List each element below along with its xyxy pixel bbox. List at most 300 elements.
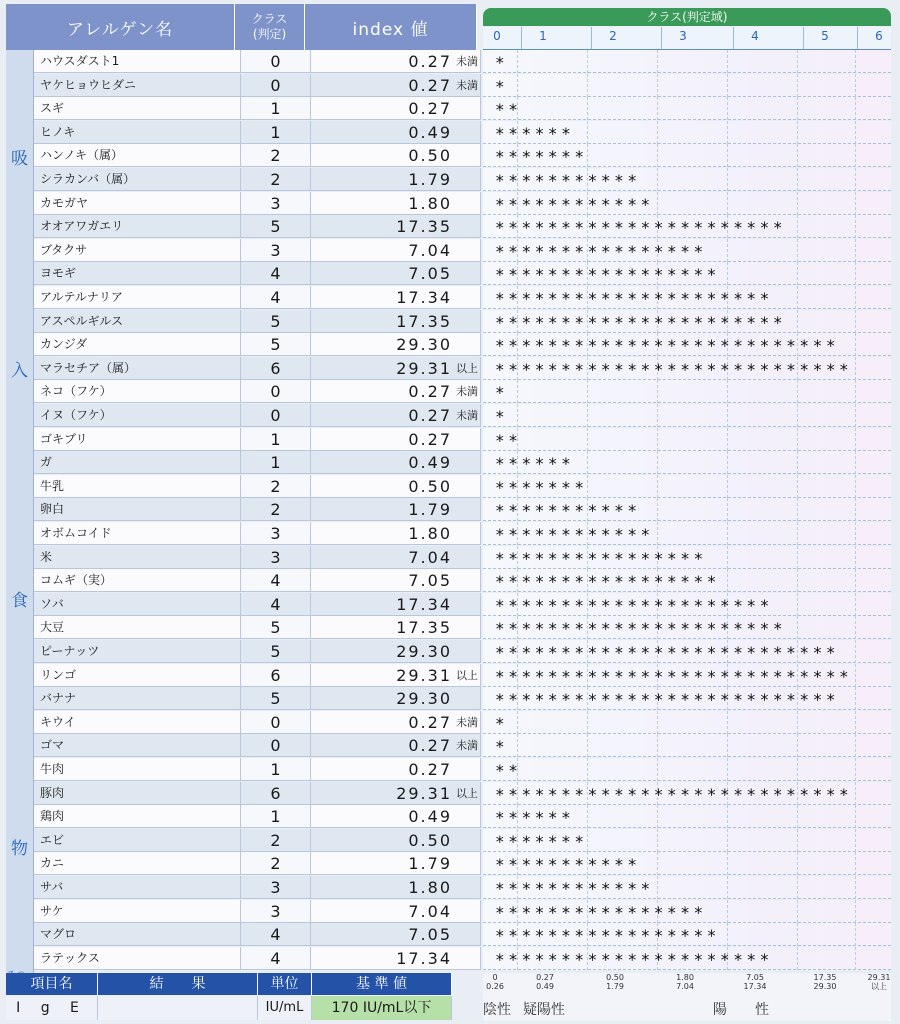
grid-divider bbox=[855, 852, 857, 875]
star-bar: ************************** bbox=[495, 690, 840, 710]
star-bar: ************************** bbox=[495, 643, 840, 662]
allergen-name: サケ bbox=[34, 900, 241, 923]
grid-divider bbox=[587, 711, 589, 734]
allergen-index bbox=[311, 357, 481, 380]
class-legend bbox=[483, 973, 891, 1021]
grid-divider bbox=[855, 522, 857, 545]
table-row bbox=[6, 192, 891, 215]
grid-divider bbox=[727, 711, 729, 734]
grid-divider bbox=[587, 805, 589, 828]
grid-divider bbox=[587, 451, 589, 474]
table-row bbox=[6, 923, 891, 946]
grid-divider bbox=[657, 380, 659, 403]
grid-divider bbox=[855, 782, 857, 805]
allergen-index-value: 0.27 bbox=[408, 736, 452, 756]
allergen-class: 5 bbox=[241, 616, 311, 639]
allergen-index-value: 7.05 bbox=[408, 571, 452, 591]
allergen-index bbox=[311, 404, 481, 427]
grid-divider bbox=[855, 121, 857, 144]
grid-divider bbox=[797, 215, 799, 238]
header-class-label: クラス bbox=[251, 12, 288, 26]
allergen-name: ソバ bbox=[34, 593, 241, 616]
allergen-index bbox=[311, 262, 481, 285]
grid-divider bbox=[855, 593, 857, 616]
allergen-index-value: 29.30 bbox=[396, 689, 452, 709]
star-bar: ************ bbox=[495, 194, 654, 214]
allergen-class-bar bbox=[483, 404, 891, 427]
allergen-index-suffix: 未満 bbox=[456, 385, 478, 399]
table-row bbox=[6, 97, 891, 120]
grid-divider bbox=[727, 144, 729, 167]
class-scale-6: 6 bbox=[875, 29, 883, 43]
allergen-class: 0 bbox=[241, 404, 311, 427]
allergen-class: 5 bbox=[241, 310, 311, 333]
allergen-index bbox=[311, 215, 481, 238]
header-allergen bbox=[6, 4, 235, 50]
star-bar: * bbox=[495, 383, 509, 403]
allergen-class-bar bbox=[483, 900, 891, 923]
star-bar: ********************* bbox=[495, 949, 773, 969]
allergen-index bbox=[311, 805, 481, 828]
grid-divider bbox=[797, 310, 799, 333]
star-bar: *********** bbox=[495, 501, 641, 521]
allergen-class-bar bbox=[483, 286, 891, 309]
class-scale-divider bbox=[803, 27, 804, 49]
grid-divider bbox=[797, 428, 799, 451]
allergen-class-bar bbox=[483, 758, 891, 781]
star-bar: *************************** bbox=[495, 359, 853, 379]
grid-divider bbox=[797, 569, 799, 592]
table-row bbox=[6, 451, 891, 474]
grid-divider bbox=[587, 428, 589, 451]
grid-divider bbox=[587, 758, 589, 781]
grid-divider bbox=[587, 380, 589, 403]
legend-tick-bottom: 7.04 bbox=[676, 982, 694, 991]
allergen-index-value: 1.79 bbox=[408, 170, 452, 189]
allergen-name: マグロ bbox=[34, 923, 241, 946]
allergen-index-value: 29.30 bbox=[396, 335, 452, 355]
grid-divider bbox=[727, 498, 729, 521]
grid-divider bbox=[855, 74, 857, 97]
grid-divider bbox=[727, 569, 729, 592]
grid-divider bbox=[587, 121, 589, 144]
grid-divider bbox=[855, 569, 857, 592]
grid-divider bbox=[797, 380, 799, 403]
grid-divider bbox=[727, 121, 729, 144]
group-label-char: 物 bbox=[11, 838, 28, 859]
grid-divider bbox=[587, 50, 589, 73]
allergen-class: 6 bbox=[241, 782, 311, 805]
class-scale-5: 5 bbox=[821, 29, 829, 43]
grid-divider bbox=[855, 640, 857, 663]
table-row bbox=[6, 404, 891, 427]
table-row bbox=[6, 215, 891, 238]
grid-divider bbox=[797, 616, 799, 639]
grid-divider bbox=[727, 239, 729, 262]
allergen-index-suffix: 未満 bbox=[456, 55, 478, 68]
group-label-char: 食 bbox=[11, 591, 28, 612]
allergen-class-bar bbox=[483, 711, 891, 734]
grid-divider bbox=[855, 144, 857, 167]
allergen-class: 2 bbox=[241, 168, 311, 191]
allergen-index-value: 7.04 bbox=[408, 901, 452, 921]
star-bar: ********************** bbox=[495, 312, 787, 332]
allergen-index bbox=[311, 50, 481, 73]
allergen-class-bar bbox=[483, 74, 891, 97]
allergen-name: エビ bbox=[34, 829, 241, 852]
grid-divider bbox=[797, 852, 799, 875]
allergen-class: 1 bbox=[241, 758, 311, 781]
allergen-index bbox=[311, 593, 481, 616]
grid-divider bbox=[855, 616, 857, 639]
grid-divider bbox=[797, 168, 799, 191]
allergen-class: 4 bbox=[241, 286, 311, 309]
allergen-index-value: 0.27 bbox=[408, 406, 452, 425]
grid-divider bbox=[727, 262, 729, 285]
grid-divider bbox=[855, 97, 857, 120]
allergen-class: 4 bbox=[241, 262, 311, 285]
allergen-class: 4 bbox=[241, 593, 311, 616]
header-class bbox=[235, 4, 305, 50]
allergen-index-suffix: 未満 bbox=[456, 739, 478, 753]
ige-footer bbox=[6, 973, 891, 1021]
grid-divider bbox=[727, 168, 729, 191]
star-bar: * bbox=[495, 737, 509, 757]
allergen-class-bar bbox=[483, 50, 891, 73]
star-bar: ******* bbox=[495, 147, 588, 167]
allergen-index-value: 0.27 bbox=[408, 429, 452, 449]
grid-divider bbox=[727, 522, 729, 545]
allergen-index bbox=[311, 758, 481, 781]
grid-divider bbox=[727, 829, 729, 852]
grid-divider bbox=[855, 758, 857, 781]
allergen-name: ブタクサ bbox=[34, 239, 241, 262]
star-bar: ***************** bbox=[495, 926, 720, 946]
grid-divider bbox=[657, 829, 659, 852]
allergen-class-bar bbox=[483, 734, 891, 757]
allergen-index-value: 17.35 bbox=[396, 217, 452, 237]
allergen-class: 1 bbox=[241, 97, 311, 120]
allergen-name: ヨモギ bbox=[34, 262, 241, 285]
allergen-name: オボムコイド bbox=[34, 522, 241, 545]
table-row bbox=[6, 734, 891, 757]
grid-divider bbox=[855, 687, 857, 710]
allergen-class-bar bbox=[483, 428, 891, 451]
allergen-index bbox=[311, 522, 481, 545]
allergen-index-value: 17.35 bbox=[396, 311, 452, 331]
allergen-class: 5 bbox=[241, 687, 311, 710]
allergen-index-value: 0.50 bbox=[408, 830, 452, 850]
grid-divider bbox=[517, 711, 519, 734]
allergen-class-bar bbox=[483, 829, 891, 852]
grid-divider bbox=[657, 498, 659, 521]
grid-divider bbox=[797, 734, 799, 757]
grid-divider bbox=[855, 876, 857, 899]
grid-divider bbox=[727, 380, 729, 403]
allergen-index bbox=[311, 687, 481, 710]
allergen-class-bar bbox=[483, 947, 891, 970]
grid-divider bbox=[797, 239, 799, 262]
header-class-sub-label: (判定) bbox=[252, 27, 287, 41]
grid-divider bbox=[727, 758, 729, 781]
allergen-class: 2 bbox=[241, 144, 311, 167]
star-bar: **************** bbox=[495, 548, 707, 568]
allergen-index-value: 7.05 bbox=[408, 925, 452, 945]
table-row bbox=[6, 876, 891, 899]
table-row bbox=[6, 357, 891, 380]
allergen-class-bar bbox=[483, 239, 891, 262]
grid-divider bbox=[855, 428, 857, 451]
grid-divider bbox=[657, 168, 659, 191]
grid-divider bbox=[727, 546, 729, 569]
table-row bbox=[6, 262, 891, 285]
allergen-index-value: 0.27 bbox=[408, 99, 452, 119]
grid-divider bbox=[657, 144, 659, 167]
allergen-class-bar bbox=[483, 664, 891, 687]
grid-divider bbox=[797, 286, 799, 309]
class-scale-divider bbox=[591, 27, 592, 49]
header-class-range bbox=[483, 8, 891, 26]
grid-divider bbox=[797, 451, 799, 474]
grid-divider bbox=[657, 74, 659, 97]
allergen-class: 2 bbox=[241, 852, 311, 875]
allergen-index bbox=[311, 616, 481, 639]
allergen-index bbox=[311, 546, 481, 569]
allergen-index-suffix: 未満 bbox=[456, 78, 478, 92]
allergen-name: ゴキブリ bbox=[34, 428, 241, 451]
allergen-class: 1 bbox=[241, 451, 311, 474]
grid-divider bbox=[855, 192, 857, 215]
table-row bbox=[6, 168, 891, 191]
grid-divider bbox=[657, 876, 659, 899]
legend-tick-bottom: 1.79 bbox=[606, 982, 624, 991]
star-bar: ************************** bbox=[495, 336, 840, 356]
grid-divider bbox=[797, 192, 799, 215]
allergen-name: カモガヤ bbox=[34, 192, 241, 215]
legend-tick bbox=[665, 973, 705, 991]
legend-tick-top: 17.35 bbox=[813, 973, 837, 982]
allergen-name: 牛肉 bbox=[34, 758, 241, 781]
allergen-class: 1 bbox=[241, 805, 311, 828]
legend-tick-top: 0 bbox=[492, 973, 498, 982]
allergen-class: 0 bbox=[241, 711, 311, 734]
legend-positive: 陽 性 bbox=[713, 1002, 769, 1018]
allergen-index bbox=[311, 782, 481, 805]
allergen-index bbox=[311, 333, 481, 356]
grid-divider bbox=[727, 428, 729, 451]
table-row bbox=[6, 74, 891, 97]
grid-divider bbox=[727, 404, 729, 427]
grid-divider bbox=[587, 74, 589, 97]
grid-divider bbox=[855, 546, 857, 569]
allergen-class-bar bbox=[483, 168, 891, 191]
allergen-class-bar bbox=[483, 144, 891, 167]
grid-divider bbox=[657, 522, 659, 545]
grid-divider bbox=[797, 593, 799, 616]
allergen-index bbox=[311, 310, 481, 333]
allergen-class-bar bbox=[483, 357, 891, 380]
allergen-class: 6 bbox=[241, 357, 311, 380]
star-bar: ******* bbox=[495, 831, 588, 851]
star-bar: **************** bbox=[495, 241, 707, 261]
footer-header-result: 結 果 bbox=[98, 973, 258, 995]
star-bar: ********************* bbox=[495, 595, 773, 615]
allergen-name: アスペルギルス bbox=[34, 310, 241, 333]
grid-divider bbox=[855, 805, 857, 828]
header-class-range-label: クラス(判定域) bbox=[646, 10, 728, 24]
table-row bbox=[6, 758, 891, 781]
allergen-class: 5 bbox=[241, 640, 311, 663]
allergen-class-bar bbox=[483, 852, 891, 875]
allergen-name: 鶏肉 bbox=[34, 805, 241, 828]
footer-item-value: I g E bbox=[6, 996, 98, 1020]
legend-tick-top: 0.27 bbox=[536, 973, 554, 982]
grid-divider bbox=[517, 734, 519, 757]
group-label-char: 吸 bbox=[11, 148, 28, 169]
allergen-class: 0 bbox=[241, 380, 311, 403]
grid-divider bbox=[855, 333, 857, 356]
grid-divider bbox=[657, 192, 659, 215]
legend-tick bbox=[525, 973, 565, 991]
grid-divider bbox=[855, 664, 857, 687]
grid-divider bbox=[797, 97, 799, 120]
allergen-index-value: 1.79 bbox=[408, 500, 452, 520]
allergen-index bbox=[311, 640, 481, 663]
allergen-class: 3 bbox=[241, 900, 311, 923]
allergen-name: ハウスダスト1 bbox=[34, 50, 241, 73]
grid-divider bbox=[517, 404, 519, 427]
grid-divider bbox=[727, 475, 729, 498]
allergen-name: ヤケヒョウヒダニ bbox=[34, 74, 241, 97]
grid-divider bbox=[727, 805, 729, 828]
allergen-index-value: 29.30 bbox=[396, 642, 452, 661]
allergen-class: 3 bbox=[241, 546, 311, 569]
allergen-index bbox=[311, 239, 481, 262]
allergen-index bbox=[311, 498, 481, 521]
star-bar: ***************** bbox=[495, 265, 720, 285]
grid-divider bbox=[855, 475, 857, 498]
allergen-class-bar bbox=[483, 97, 891, 120]
star-bar: ** bbox=[495, 100, 522, 120]
allergen-name: アルテルナリア bbox=[34, 286, 241, 309]
allergen-class: 5 bbox=[241, 215, 311, 238]
allergen-class: 5 bbox=[241, 333, 311, 356]
footer-unit-value: IU/mL bbox=[258, 996, 312, 1020]
grid-divider bbox=[855, 711, 857, 734]
grid-divider bbox=[657, 711, 659, 734]
grid-divider bbox=[727, 97, 729, 120]
class-scale-divider bbox=[661, 27, 662, 49]
table-row bbox=[6, 50, 891, 73]
grid-divider bbox=[727, 192, 729, 215]
grid-divider bbox=[797, 923, 799, 946]
allergen-name: コムギ（実） bbox=[34, 569, 241, 592]
star-bar: *********** bbox=[495, 855, 641, 875]
allergen-name: カニ bbox=[34, 852, 241, 875]
legend-tick-bottom: 0.26 bbox=[486, 982, 504, 991]
allergen-name: 大豆 bbox=[34, 616, 241, 639]
header-index-label: index 値 bbox=[352, 19, 429, 40]
allergen-class: 3 bbox=[241, 239, 311, 262]
class-scale-0: 0 bbox=[493, 29, 501, 43]
allergen-name: ラテックス bbox=[34, 947, 241, 970]
allergen-index-value: 0.50 bbox=[408, 146, 452, 166]
legend-tick-bottom: 以上 bbox=[871, 982, 887, 991]
allergen-index-value: 17.34 bbox=[396, 594, 452, 614]
star-bar: ***************** bbox=[495, 572, 720, 592]
table-row bbox=[6, 333, 891, 356]
allergen-class: 2 bbox=[241, 498, 311, 521]
allergen-name: カンジダ bbox=[34, 333, 241, 356]
allergen-class: 1 bbox=[241, 428, 311, 451]
allergen-index-value: 7.05 bbox=[408, 264, 452, 284]
star-bar: * bbox=[495, 407, 509, 426]
table-row bbox=[6, 711, 891, 734]
grid-divider bbox=[657, 404, 659, 427]
table-row bbox=[6, 380, 891, 403]
allergen-class-bar bbox=[483, 782, 891, 805]
allergen-class-bar bbox=[483, 687, 891, 710]
allergen-name: バナナ bbox=[34, 687, 241, 710]
allergen-index bbox=[311, 664, 481, 687]
allergen-index bbox=[311, 144, 481, 167]
table-row bbox=[6, 428, 891, 451]
allergen-index-value: 0.49 bbox=[408, 453, 452, 473]
allergen-name: マラセチア（属） bbox=[34, 357, 241, 380]
allergen-class: 3 bbox=[241, 192, 311, 215]
grid-divider bbox=[657, 475, 659, 498]
allergen-index bbox=[311, 711, 481, 734]
allergen-name: 米 bbox=[34, 546, 241, 569]
grid-divider bbox=[855, 947, 857, 970]
allergen-class-bar bbox=[483, 380, 891, 403]
star-bar: ****** bbox=[495, 454, 575, 474]
grid-divider bbox=[797, 711, 799, 734]
star-bar: **************** bbox=[495, 902, 707, 922]
grid-divider bbox=[855, 829, 857, 852]
allergen-index bbox=[311, 168, 481, 191]
allergen-index bbox=[311, 74, 481, 97]
legend-tick-top: 7.05 bbox=[746, 973, 764, 982]
allergen-class-bar bbox=[483, 215, 891, 238]
table-row bbox=[6, 616, 891, 639]
table-row bbox=[6, 900, 891, 923]
star-bar: ********************** bbox=[495, 218, 787, 238]
legend-tick bbox=[595, 973, 635, 991]
star-bar: * bbox=[495, 713, 509, 733]
grid-divider bbox=[855, 404, 857, 427]
header-allergen-label: アレルゲン名 bbox=[66, 19, 174, 40]
allergen-class-bar bbox=[483, 616, 891, 639]
star-bar: *********** bbox=[495, 171, 641, 190]
grid-divider bbox=[797, 805, 799, 828]
allergen-index-suffix: 以上 bbox=[456, 668, 478, 682]
allergen-class: 4 bbox=[241, 947, 311, 970]
class-scale-divider bbox=[733, 27, 734, 49]
table-row bbox=[6, 947, 891, 970]
allergen-class: 3 bbox=[241, 522, 311, 545]
legend-negative: 陰性 bbox=[483, 1002, 511, 1018]
allergen-class: 0 bbox=[241, 74, 311, 97]
grid-divider bbox=[855, 262, 857, 285]
allergen-index-value: 1.80 bbox=[408, 524, 452, 543]
allergen-class-bar bbox=[483, 522, 891, 545]
footer-result-value bbox=[98, 996, 258, 1020]
star-bar: * bbox=[495, 53, 509, 72]
grid-divider bbox=[855, 239, 857, 262]
grid-divider bbox=[797, 144, 799, 167]
grid-divider bbox=[855, 734, 857, 757]
